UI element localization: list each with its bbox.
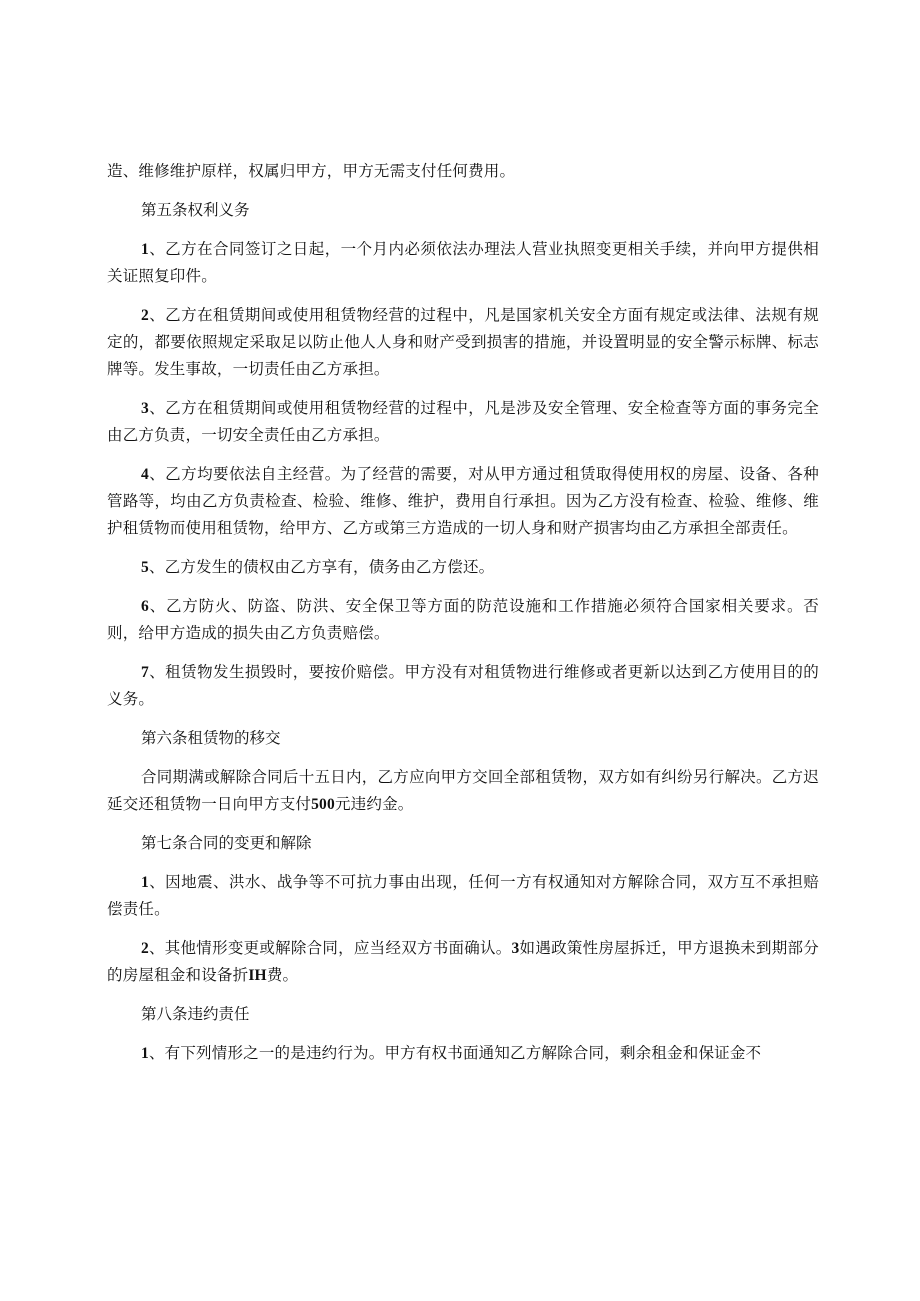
item-number: 4 [141,466,149,483]
article-6-body [107,764,819,818]
item-text: 如遇政策性房屋拆迁，甲方退换未到期部分的房屋租金和设备折 [107,939,819,984]
continuation-paragraph: 造、维修维护原样，权属归甲方，甲方无需支付任何费用。 [107,162,516,180]
document-page [107,158,819,1079]
item-number: 6 [141,598,149,615]
item-text: 、乙方防火、防盗、防洪、安全保卫等方面的防范设施和工作措施必须符合国家相关要求。否则，给甲方造成的损失由乙方负责赔偿。 [107,597,819,642]
item-text: 、其他情形变更或解除合同，应当经双方书面确认。 [148,939,512,957]
item-text: 、租赁物发生损毁时，要按价赔偿。甲方没有对租赁物进行维修或者更新以达到乙方使用目的的义务。 [107,663,819,708]
article-7-heading: 第七条合同的变更和解除 [141,834,312,852]
article-5-item-6 [107,593,819,647]
article-5-item-2 [107,302,819,383]
item-text: 、乙方在租赁期间或使用租赁物经营的过程中，凡是涉及安全管理、安全检查等方面的事务完全由乙方负责，一切安全责任由乙方承担。 [107,399,819,444]
item-number: 1 [141,874,149,891]
item-number: 1 [141,241,149,258]
item-number: 7 [141,664,149,681]
item-number: 3 [511,940,520,957]
item-number: 3 [141,400,149,417]
item-text: 、乙方发生的债权由乙方享有，债务由乙方偿还。 [148,558,495,576]
penalty-amount: 500 [311,796,335,813]
item-text: 、乙方均要依法自主经营。为了经营的需要，对从甲方通过租赁取得使用权的房屋、设备、各种管路等，均由乙方负责检查、检验、维修、维护，费用自行承担。因为乙方没有检查、检验、维修、维护租赁物而使用租赁物，给甲方、乙方或第三方造成的一切人身和财产损害均由乙方承担全部责任。 [107,465,819,537]
item-number: 1 [141,1045,149,1062]
article-5-item-7 [107,659,819,713]
item-number: 2 [141,307,149,324]
article-7-item-2 [107,935,819,989]
item-text: 、乙方在合同签订之日起，一个月内必须依法办理法人营业执照变更相关手续，并向甲方提供相关证照复印件。 [107,240,819,285]
article-5-item-5 [107,554,819,581]
article-6-text-after: 元违约金。 [334,795,414,813]
article-7-item-1 [107,869,819,923]
article-8-heading: 第八条违约责任 [141,1005,250,1023]
item-number: 2 [141,940,149,957]
ih-text: IH [248,967,267,984]
item-number: 5 [141,559,149,576]
article-6-heading: 第六条租赁物的移交 [141,729,281,747]
article-6-text-before: 合同期满或解除合同后十五日内，乙方应向甲方交回全部租赁物，双方如有纠纷另行解决。乙方迟延交还租赁物一日向甲方支付 [107,768,819,813]
item-text: 、有下列情形之一的是违约行为。甲方有权书面通知乙方解除合同，剩余租金和保证金不 [148,1044,762,1062]
article-8-item-1 [107,1040,819,1067]
article-5-item-3 [107,395,819,449]
article-5-heading: 第五条权利义务 [141,201,250,219]
article-5-item-4 [107,461,819,542]
article-5-item-1 [107,236,819,290]
item-text: 、因地震、洪水、战争等不可抗力事由出现，任何一方有权通知对方解除合同，双方互不承担赔偿责任。 [107,873,819,918]
item-text: 、乙方在租赁期间或使用租赁物经营的过程中，凡是国家机关安全方面有规定或法律、法规有规定的，都要依照规定采取足以防止他人人身和财产受到损害的措施，并设置明显的安全警示标牌、标志牌等。发生事故，一切责任由乙方承担。 [107,306,819,378]
item-text: 费。 [266,966,299,984]
